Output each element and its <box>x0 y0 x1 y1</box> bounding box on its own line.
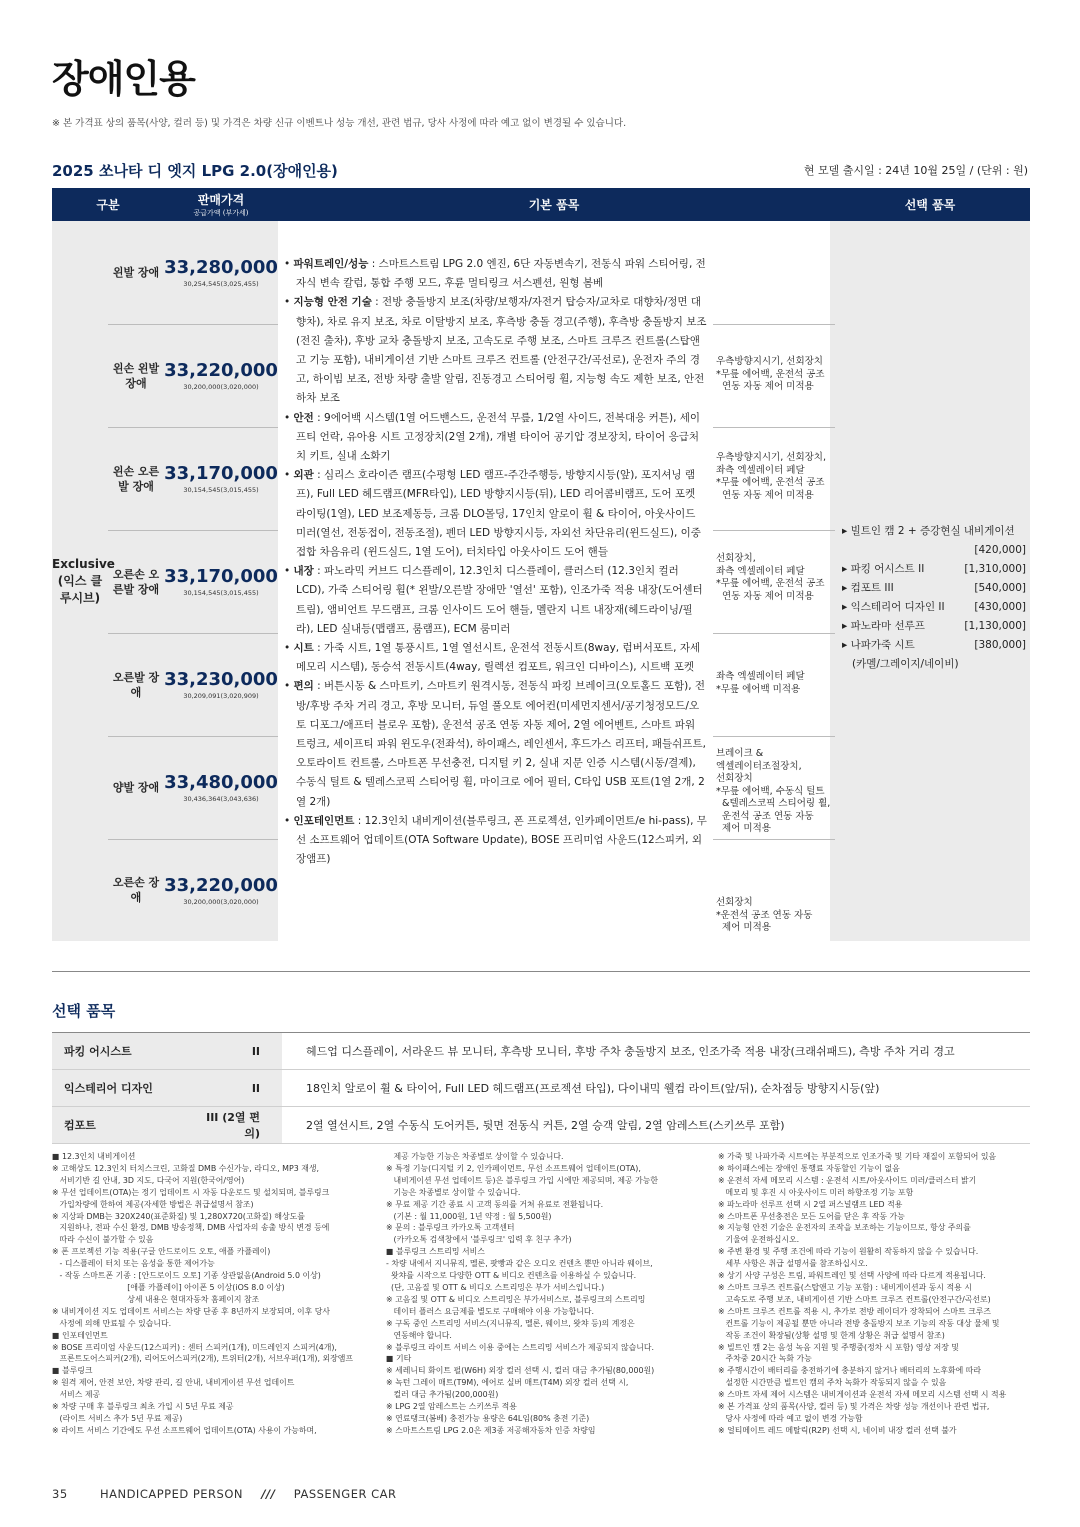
option-line: 브레이크 & <box>716 748 764 759</box>
basic-item <box>284 677 708 811</box>
option-line: 좌측 엑셀레이터 페달 <box>716 565 805 577</box>
price-value: 33,480,000 <box>164 772 278 793</box>
footnote-line: 서비기반 길 안내, 3D 지도, 다국어 지원(한국어/영어) <box>52 1175 245 1185</box>
basic-item-text: : 버튼시동 & 스마트키, 스마트키 원격시동, 전동식 파킹 브레이크(오토홀드 포함), 전방/후방 주차 거리 경고, 후방 모니터, 듀얼 풀오토 에어컨(미세먼지센서/공기청정모드/오토 디포그/애프터 블로우 포함), 운전석 공조 연동 자동 제어, 2열 에어벤트, 스마트 파워 트렁크, 세이프티 파워 윈도우(전좌석), 하이패스, 레인센서, 후드가스 리프터, 패들쉬프트, 오토라이트 컨트롤, 스마트폰 무선충전, 디지털 키 2, 실내 지문 인증 시스템(시동/결제), 수동식 틸트 & 텔레스코픽 스티어링 휠, 마이크로 에어 필터, C타입 USB 포트(1열 2개, 2열 2개) <box>296 680 706 808</box>
price-value: 33,280,000 <box>164 256 278 278</box>
option-line: 연동 자동 제어 미적용 <box>716 381 814 392</box>
footnote-line: ※ 블루링크 라이트 서비스 이용 중에는 스트리밍 서비스가 제공되지 않습니다. <box>386 1342 654 1352</box>
options-row <box>52 1033 1030 1070</box>
footnote-line: 지원하나, 전파 수신 환경, DMB 방송정책, DMB 사업자의 송출 방식 변경 등에 <box>52 1223 330 1233</box>
footnote-line: ■ 기타 <box>386 1354 412 1364</box>
release-info: 현 모델 출시일 : 24년 10월 25일 / (단위 : 원) <box>803 164 1028 177</box>
bullet-icon: • <box>284 565 294 578</box>
footnote-line: ■ 블루링크 스트리밍 서비스 <box>386 1247 485 1257</box>
option-name: 파킹 어시스트 <box>52 1033 192 1070</box>
footnote-line: ※ 스마트폰 무선충전은 모든 도어를 닫은 후 작동 가능 <box>718 1211 905 1221</box>
option-line: 선회장치, <box>716 553 756 564</box>
trim-label: 양발 장애 <box>112 781 160 794</box>
basic-item-label: 지능형 안전 기술 <box>293 296 372 309</box>
selectable-option-name: ▸ 빌트인 캠 2 + 증강현실 내비게이션 <box>842 525 1015 537</box>
footnote-line: ※ 특정 기능(디지털 키 2, 인카페이먼트, 무선 소프트웨어 업데이트(OTA), <box>386 1163 641 1173</box>
price-cell <box>164 736 278 839</box>
footnote-line: ※ 주행시간이 배터리를 충전하기에 충분하지 않거나 배터리의 노후화에 따라 <box>718 1366 981 1376</box>
basic-item-text: : 가죽 시트, 1열 통풍시트, 1열 열선시트, 운전석 전동시트(8way, 럼버서포트, 자세 메모리 시스템), 동승석 전동시트(4way, 릴렉션 컴포트, 워크인 디바이스), 시트백 포켓 <box>296 642 701 674</box>
footnote-line: ※ 폰 프로젝션 기능 적용(구글 안드로이드 오토, 애플 카플레이) <box>52 1247 271 1257</box>
option-desc: 18인치 알로이 휠 & 타이어, Full LED 헤드램프(프로젝션 타입), 다이내믹 웰컴 라이트(앞/뒤), 순차점등 방향지시등(앞) <box>282 1070 1030 1107</box>
footnotes-column-1 <box>52 1151 370 1437</box>
supply-value: 30,200,000(3,020,000) <box>183 897 259 906</box>
basic-item <box>284 562 708 639</box>
basic-items-list <box>284 255 708 870</box>
footnote-line: 설정한 시간만큼 빌트인 캠의 주차 녹화가 작동되지 않을 수 있음 <box>718 1378 947 1388</box>
option-name: 컴포트 <box>52 1107 192 1144</box>
option-line: *무릎 에어백 미적용 <box>716 683 801 695</box>
footnote-line: 작동 조건이 확장됨(상황 설명 및 한계 상황은 취급 설명서 참조) <box>718 1330 945 1340</box>
footnote-line: ※ 본 가격표 상의 품목(사양, 컬러 등) 및 가격은 차량 성능 개선이나 관련 법규, <box>718 1402 990 1412</box>
trim-label: 오른발 장애 <box>112 670 160 699</box>
trim-name <box>108 530 164 633</box>
supply-value: 30,254,545(3,025,455) <box>183 279 259 288</box>
supply-value: 30,154,545(3,015,455) <box>183 589 259 597</box>
footnote-line: ※ 얼티메이트 레드 메탈릭(R2P) 선택 시, 네이비 내장 컬러 선택 불가 <box>718 1425 957 1435</box>
basic-item-label: 외관 <box>293 469 314 482</box>
option-line: &텔레스코픽 스티어링 휠, <box>716 798 831 809</box>
selectable-option-name: ▸ 나파가죽 시트 <box>842 639 915 651</box>
footnote-line: ※ LPG 2열 암레스트는 스키쓰루 적용 <box>386 1402 517 1412</box>
footnote-line: ※ 내비게이션 지도 업데이트 서비스는 차량 단종 후 8년까지 보장되며, 이후 당사 <box>52 1306 331 1316</box>
footnote-line: ※ 연료탱크(봄베) 충전가능 용량은 64L임(80% 충전 기준) <box>386 1413 590 1423</box>
basic-item-text: : 파노라믹 커브드 디스플레이, 12.3인치 디스플레이, 클러스터 (12.3인치 컬러 LCD), 가죽 스티어링 휠(* 왼발/오른발 장애만 '열선' 포함), 인조가죽 적용 내장(도어센터트림), 앰비언트 무드램프, 크롬 인사이드 도어 핸들, 멜란지 니트 내장재(헤드라이닝/필라), LED 실내등(맵램프, 룸램프), ECM 룸미러 <box>296 565 703 635</box>
option-desc: 헤드업 디스플레이, 서라운드 뷰 모니터, 후측방 모니터, 후방 주차 충돌방지 보조, 인조가죽 적용 내장(크래쉬패드), 측방 주차 거리 경고 <box>282 1033 1030 1070</box>
selectable-option-row <box>842 579 1026 598</box>
options-row <box>52 1107 1030 1144</box>
basic-item-text: : 전방 충돌방지 보조(차량/보행자/자전거 탑승자/교차로 대향차/정면 대향차), 차로 유지 보조, 차로 이탈방지 보조, 후측방 충돌 경고(주행), 후측방 충돌방지 보조(전진 출차), 후방 교차 충돌방지 보조, 고속도로 주행 보조, 스마트 크루즈 컨트롤(스탑앤고 기능 포함), 내비게이션 기반 스마트 크루즈 컨트롤 (안전구간/곡선로), 운전자 주의 경고, 하이빔 보조, 전방 차량 출발 알림, 진동경고 스티어링 휠, 지능형 속도 제한 보조, 안전 하차 보조 <box>296 296 707 405</box>
selectable-option-name: (카멜/그레이지/네이비) <box>842 658 959 670</box>
basic-item-label: 시트 <box>293 642 314 655</box>
option-line: 운전석 공조 연동 자동 <box>716 810 814 822</box>
price-cell <box>164 324 278 427</box>
option-line: *무릎 에어백, 수동식 틸트 <box>716 785 825 797</box>
bullet-icon: • <box>284 411 294 424</box>
footnote-line: 고속도로 주행 보조, 내비게이션 기반 스마트 크루즈 컨트롤(안전구간/곡선로) <box>718 1294 991 1304</box>
footnote-line: 기능은 차종별로 상이할 수 있습니다. <box>386 1187 521 1197</box>
footnote-line: ※ BOSE 프리미엄 사운드(12스피커) : 센터 스피커(1개), 미드레인지 스피커(4개), <box>52 1342 337 1352</box>
footnote-line: 왓챠를 시작으로 다양한 OTT & 비디오 컨텐츠를 이용하실 수 있습니다. <box>386 1271 637 1281</box>
price-cell <box>164 221 278 324</box>
footnote-line: - 작동 스마트폰 기종 : [안드로이드 오토] 기종 상관없음(Android 5.0 이상) <box>52 1271 321 1281</box>
footnote-line: - 차량 내에서 지니뮤직, 멜론, 팟빵과 같은 오디오 컨텐츠 뿐만 아니라 웨이브, <box>386 1259 653 1269</box>
selectable-option-price: [420,000] <box>974 544 1026 556</box>
basic-item-text: : 9에어백 시스템(1열 어드밴스드, 운전석 무릎, 1/2열 사이드, 전복대응 커튼), 세이프티 언락, 유아용 시트 고정장치(2열 2개), 개별 타이어 공기압 경보장치, 타이어 응급처치 키트, 실내 소화기 <box>296 411 701 463</box>
trim-name <box>108 839 164 941</box>
selectable-option-price: [540,000] <box>974 582 1026 594</box>
supply-value: 30,154,545(3,015,455) <box>183 486 259 494</box>
footnote-line: ※ 문의 : 블루링크 카카오톡 고객센터 <box>386 1223 515 1233</box>
option-line: *무릎 에어백, 운전석 공조 <box>716 368 825 380</box>
trim-name <box>108 633 164 736</box>
option-line: *운전석 공조 연동 자동 <box>716 909 813 921</box>
trim-label: 왼손 오른발 장애 <box>112 464 160 493</box>
footnote-line: ※ 녹턴 그레이 매트(T9M), 에어로 실버 매트(T4M) 외장 컬러 선택 시, <box>386 1378 629 1388</box>
basic-item-text: : 스마트스트림 LPG 2.0 엔진, 6단 자동변속기, 전동식 파워 스티어링, 전자식 변속 칼럼, 통합 주행 모드, 후륜 멀티링크 서스펜션, 원형 봄베 <box>296 258 706 290</box>
option-divider <box>713 530 835 531</box>
bullet-icon: • <box>284 258 294 270</box>
footer-type: PASSENGER CAR <box>293 1487 397 1501</box>
footnotes-column-2 <box>386 1151 704 1437</box>
basic-item <box>284 466 708 562</box>
footnote-line: 가입차량에 한하여 제공(자세한 방법은 취급설명서 참조) <box>52 1199 254 1209</box>
footnote-line: ※ 스마트 크루즈 컨트롤 적용 시, 추가로 전방 레이더가 장착되어 스마트 크루즈 <box>718 1306 992 1316</box>
basic-item-label: 내장 <box>293 565 314 578</box>
footnote-line: ※ 하이패스에는 장애인 통행료 자동할인 기능이 없음 <box>718 1163 900 1173</box>
footnote-line: 컨트롤 기능이 제공될 뿐만 아니라 전방 충돌방지 보조 기능의 작동 대상 물체 및 <box>718 1318 1000 1328</box>
trim-option-text <box>716 553 834 603</box>
trim-option-text <box>716 748 834 836</box>
footnote-line: ※ 스마트스트림 LPG 2.0은 제3종 저공해자동차 인증 차량임 <box>386 1425 596 1435</box>
footnote-line: ※ 빌트인 캠 2는 음성 녹음 지원 및 주행중(정차 시 포함) 영상 저장 및 <box>718 1342 959 1352</box>
selectable-option-name: ▸ 컴포트 III <box>842 582 894 594</box>
option-line: 우측방향지시기, 선회장치 <box>716 356 823 367</box>
price-value: 33,170,000 <box>164 566 278 587</box>
bullet-icon: • <box>284 680 294 693</box>
footnote-line: ※ 스마트 크루즈 컨트롤(스탑앤고 기능 포함) : 내비게이션과 동시 적용 시 <box>718 1282 972 1292</box>
trim-name <box>108 324 164 427</box>
trim-label: 오른손 오른발 장애 <box>112 567 160 596</box>
option-divider <box>713 736 835 737</box>
page-footer <box>52 1487 397 1501</box>
footnote-line: ※ 주변 환경 및 주행 조건에 따라 기능이 원활히 작동하지 않을 수 있습니다. <box>718 1247 979 1257</box>
footnote-line: 서비스 제공 <box>52 1390 101 1400</box>
footnote-line: 당사 사정에 따라 예고 없이 변경 가능함 <box>718 1413 863 1423</box>
table-bottom-rule <box>52 971 1030 972</box>
trim-label: 오른손 장애 <box>112 876 160 905</box>
bullet-icon: • <box>284 642 294 655</box>
basic-item-text: : 12.3인치 내비게이션(블루링크, 폰 프로젝션, 인카페이먼트/e hi-pass), 무선 소프트웨어 업데이트(OTA Software Update), BOSE 프리미엄 사운드(12스피커, 외장앰프) <box>296 814 707 866</box>
basic-item <box>284 639 708 677</box>
option-line: 좌측 엑셀레이터 페달 <box>716 464 805 476</box>
price-cell <box>164 633 278 736</box>
option-line: 연동 자동 제어 미적용 <box>716 590 814 602</box>
option-line: 선회장치 <box>716 773 753 784</box>
option-divider <box>713 427 835 428</box>
trim-option-text <box>716 671 834 696</box>
price-value: 33,230,000 <box>164 669 278 690</box>
footnotes-column-3 <box>718 1151 1036 1437</box>
selectable-option-name: ▸ 파킹 어시스트 II <box>842 563 925 575</box>
footnote-line: 세부 사항은 취급 설명서를 참조하십시오. <box>718 1259 868 1269</box>
footnote-line: ■ 12.3인치 내비게이션 <box>52 1152 136 1161</box>
trim-name <box>108 221 164 324</box>
footnote-line: ※ 고음질 및 OTT & 비디오 스트리밍은 부가서비스로, 블루링크의 스트리밍 <box>386 1294 646 1304</box>
selectable-options-list <box>842 522 1026 674</box>
trim-option-text <box>716 452 834 502</box>
header-price <box>164 188 278 221</box>
footnote-line: 사정에 의해 만료될 수 있습니다. <box>52 1318 172 1328</box>
option-line: 엑셀레이터조절장치, <box>716 760 802 772</box>
option-line: 제어 미적용 <box>716 922 771 933</box>
selectable-option-name: ▸ 파노라마 선루프 <box>842 620 925 632</box>
footnote-line: ※ 무료 제공 기간 종료 시 고객 동의를 거쳐 유료로 전환됩니다. <box>386 1199 604 1209</box>
selectable-option-row <box>842 617 1026 636</box>
footnote-line: 제공 가능한 기능은 차종별로 상이할 수 있습니다. <box>386 1152 564 1161</box>
footnote-line: 컬러 대금 추가됨(200,000원) <box>386 1390 499 1400</box>
footnote-line: ※ 차량 구매 후 블루링크 최초 가입 시 5년 무료 제공 <box>52 1402 234 1412</box>
footnote-line: ※ 세레니티 화이트 펄(W6H) 외장 컬러 선택 시, 컬러 대금 추가됨(80,000원) <box>386 1366 655 1376</box>
footnote-line: 프론트도어스피커(2개), 리어도어스피커(2개), 트위터(2개), 서브우퍼(1개), 외장앰프 <box>52 1354 353 1364</box>
option-line: 제어 미적용 <box>716 823 771 834</box>
selectable-option-row <box>842 636 1026 655</box>
page-number: 35 <box>52 1487 68 1501</box>
trim-name <box>108 736 164 839</box>
option-divider <box>713 839 835 840</box>
basic-item <box>284 409 708 467</box>
trim-group-label: Exclusive (익스 클루시브) <box>52 556 115 605</box>
header-basic: 기본 품목 <box>278 188 830 221</box>
trim-label: 왼손 왼발 장애 <box>112 361 160 390</box>
basic-item <box>284 812 708 870</box>
header-category: 구분 <box>52 188 164 221</box>
header-option: 선택 품목 <box>830 188 1030 221</box>
selectable-option-price: [380,000] <box>974 639 1026 651</box>
option-line: 좌측 엑셀레이터 페달 <box>716 671 805 682</box>
footnote-line: ※ 라이트 서비스 기간에도 무선 소프트웨어 업데이트(OTA) 사용이 가능하며, <box>52 1425 317 1435</box>
selectable-option-row <box>842 598 1026 617</box>
option-divider <box>713 324 835 325</box>
selectable-option-name: ▸ 익스테리어 디자인 II <box>842 601 945 613</box>
selectable-option-price: [430,000] <box>974 601 1026 613</box>
supply-value: 30,200,000(3,020,000) <box>183 383 259 391</box>
header-price-sub: 공급가액 (부가세) <box>193 209 249 217</box>
bullet-icon: • <box>284 814 294 827</box>
basic-item <box>284 293 708 408</box>
price-notice: ※ 본 가격표 상의 품목(사양, 컬러 등) 및 가격은 차량 신규 이벤트나 성능 개선, 관련 법규, 당사 사정에 따라 예고 없이 변경될 수 있습니다. <box>52 118 627 129</box>
option-level: II <box>192 1070 282 1107</box>
footnote-line: (기본 : 월 11,000원, 1년 약정 : 월 5,500원) <box>386 1211 552 1221</box>
footnote-line: (라이트 서비스 추가 5년 무료 제공) <box>52 1413 183 1423</box>
footnote-line: 따라 수신이 불가할 수 있음 <box>52 1235 154 1245</box>
bullet-icon: • <box>284 469 294 482</box>
footnote-line: ※ 지상파 DMB는 320X240(표준화질) 및 1,280X720(고화질) 해상도를 <box>52 1211 305 1221</box>
basic-item <box>284 255 708 293</box>
footnote-line: ※ 구독 중인 스트리밍 서비스(지니뮤직, 멜론, 웨이브, 왓챠 등)의 계정은 <box>386 1318 635 1328</box>
bullet-icon: • <box>284 296 294 309</box>
option-line: 우측방향지시기, 선회장치, <box>716 452 827 463</box>
footnote-line: [애플 카플레이] 아이폰 5 이상(iOS 8.0 이상) <box>52 1282 285 1292</box>
options-section-title: 선택 품목 <box>52 1002 116 1020</box>
price-value: 33,220,000 <box>164 360 278 381</box>
price-cell <box>164 530 278 633</box>
selectable-option-row <box>842 560 1026 579</box>
footer-category: HANDICAPPED PERSON <box>99 1487 244 1501</box>
footnote-line: ※ 지능형 안전 기술은 운전자의 조작을 보조하는 기능이므로, 항상 주의를 <box>718 1223 971 1233</box>
basic-item-text: : 심리스 호라이즌 램프(수평형 LED 램프-주간주행등, 방향지시등(앞), 포지셔닝 램프), Full LED 헤드램프(MFR타입), LED 방향지시등(뒤), LED 리어콤비램프, 도어 포켓 라이팅(1열), LED 보조제동등, 크롬 DLO몰딩, 17인치 알로이 휠 & 타이어, 아웃사이드 미러(열선, 전동접이, 전동조절), 펜더 LED 방향지시등, 자외선 차단유리(윈드실드), 이중접합 차음유리 (윈드실드, 1열 도어), 터치타입 아웃사이드 도어 핸들 <box>296 469 701 559</box>
price-cell <box>164 427 278 530</box>
footnote-line: ■ 블루링크 <box>52 1366 93 1376</box>
footnote-line: ※ 원격 제어, 안전 보안, 차량 관리, 길 안내, 내비게이션 무선 업데이트 <box>52 1378 295 1388</box>
footnote-line: 주차중 20시간 녹화 가능 <box>718 1354 812 1364</box>
footnote-line: (단, 고음질 및 OTT & 비디오 스트리밍은 부가 서비스입니다.) <box>386 1282 605 1292</box>
option-name: 익스테리어 디자인 <box>52 1070 192 1107</box>
trim-label: 왼발 장애 <box>112 265 160 279</box>
footnote-line: ※ 운전석 자세 메모리 시스템 : 운전석 시트/아웃사이드 미러/클러스터 밝기 <box>718 1175 977 1185</box>
price-value: 33,170,000 <box>164 463 278 484</box>
options-row <box>52 1070 1030 1107</box>
footer-separator: /// <box>261 1487 276 1501</box>
trim-group <box>52 221 115 941</box>
footnote-line: ※ 무선 업데이트(OTA)는 정기 업데이트 시 자동 다운로드 및 설치되며, 블루링크 <box>52 1187 330 1197</box>
option-divider <box>713 633 835 634</box>
supply-value: 30,436,364(3,043,636) <box>183 795 259 803</box>
option-level: II <box>192 1033 282 1070</box>
trim-name <box>108 427 164 530</box>
option-line: 선회장치 <box>716 897 753 908</box>
footnote-line: ※ 가죽 및 나파가죽 시트에는 부분적으로 인조가죽 및 기타 재질이 포함되어 있음 <box>718 1152 997 1161</box>
footnote-line: ※ 고해상도 12.3인치 터치스크린, 고화질 DMB 수신가능, 라디오, MP3 재생, <box>52 1163 319 1173</box>
option-line: *무릎 에어백, 운전석 공조 <box>716 477 825 488</box>
footnote-line: 데이터 플러스 요금제를 별도로 구매해야 이용 가능합니다. <box>386 1306 595 1316</box>
option-level: III (2열 편의) <box>192 1107 282 1144</box>
footnote-line: ※ 스마트 자세 제어 시스템은 내비게이션과 운전석 자세 메모리 시스템 선택 시 적용 <box>718 1390 1007 1400</box>
options-table <box>52 1032 1030 1144</box>
option-line: *무릎 에어백, 운전석 공조 <box>716 578 825 589</box>
option-line: 연동 자동 제어 미적용 <box>716 489 814 501</box>
footnote-line: 메모리 및 후진 시 아웃사이드 미러 하향조정 기능 포함 <box>718 1187 914 1197</box>
page-title: 장애인용 <box>52 57 195 101</box>
footnote-line: (카카오톡 검색창에서 '블루링크' 입력 후 친구 추가) <box>386 1235 572 1245</box>
selectable-option-price: [1,130,000] <box>964 620 1026 632</box>
footnote-line: 내비게이션 무선 업데이트 등)은 블루링크 가입 시에만 제공되며, 제공 가능한 <box>386 1175 658 1185</box>
footnote-line: 상세 내용은 현대자동차 홈페이지 참조 <box>52 1294 260 1304</box>
basic-item-label: 안전 <box>293 411 314 424</box>
trim-option-text <box>716 897 834 935</box>
basic-item-label: 인포테인먼트 <box>293 814 355 827</box>
selectable-option-price: [1,310,000] <box>964 563 1026 575</box>
model-title: 2025 쏘나타 디 엣지 LPG 2.0(장애인용) <box>52 162 338 180</box>
price-cell <box>164 839 278 941</box>
footnote-line: - 디스플레이 터치 또는 음성을 통한 제어가능 <box>52 1259 215 1269</box>
selectable-option-row <box>842 655 1026 674</box>
basic-item-label: 파워트레인/성능 <box>293 258 369 270</box>
footnote-line: ※ 상기 사양 구성은 트림, 파워트레인 및 선택 사양에 따라 다르게 적용됩니다. <box>718 1271 986 1281</box>
footnote-line: 기울여 운전하십시오. <box>718 1235 800 1245</box>
footnote-line: ※ 파노라마 선루프 선택 시 2열 퍼스널램프 LED 적용 <box>718 1199 903 1209</box>
price-value: 33,220,000 <box>164 874 278 896</box>
supply-value: 30,209,091(3,020,909) <box>183 692 259 700</box>
basic-item-label: 편의 <box>293 680 314 693</box>
header-price-label: 판매가격 <box>197 193 245 207</box>
option-desc: 2열 열선시트, 2열 수동식 도어커튼, 뒷면 전동식 커튼, 2열 승객 알림, 2열 암레스트(스키쓰루 포함) <box>282 1107 1030 1144</box>
footnote-line: 연동해야 합니다. <box>386 1330 452 1340</box>
trim-option-text <box>716 356 834 394</box>
footnote-line: ■ 인포테인먼트 <box>52 1330 108 1340</box>
